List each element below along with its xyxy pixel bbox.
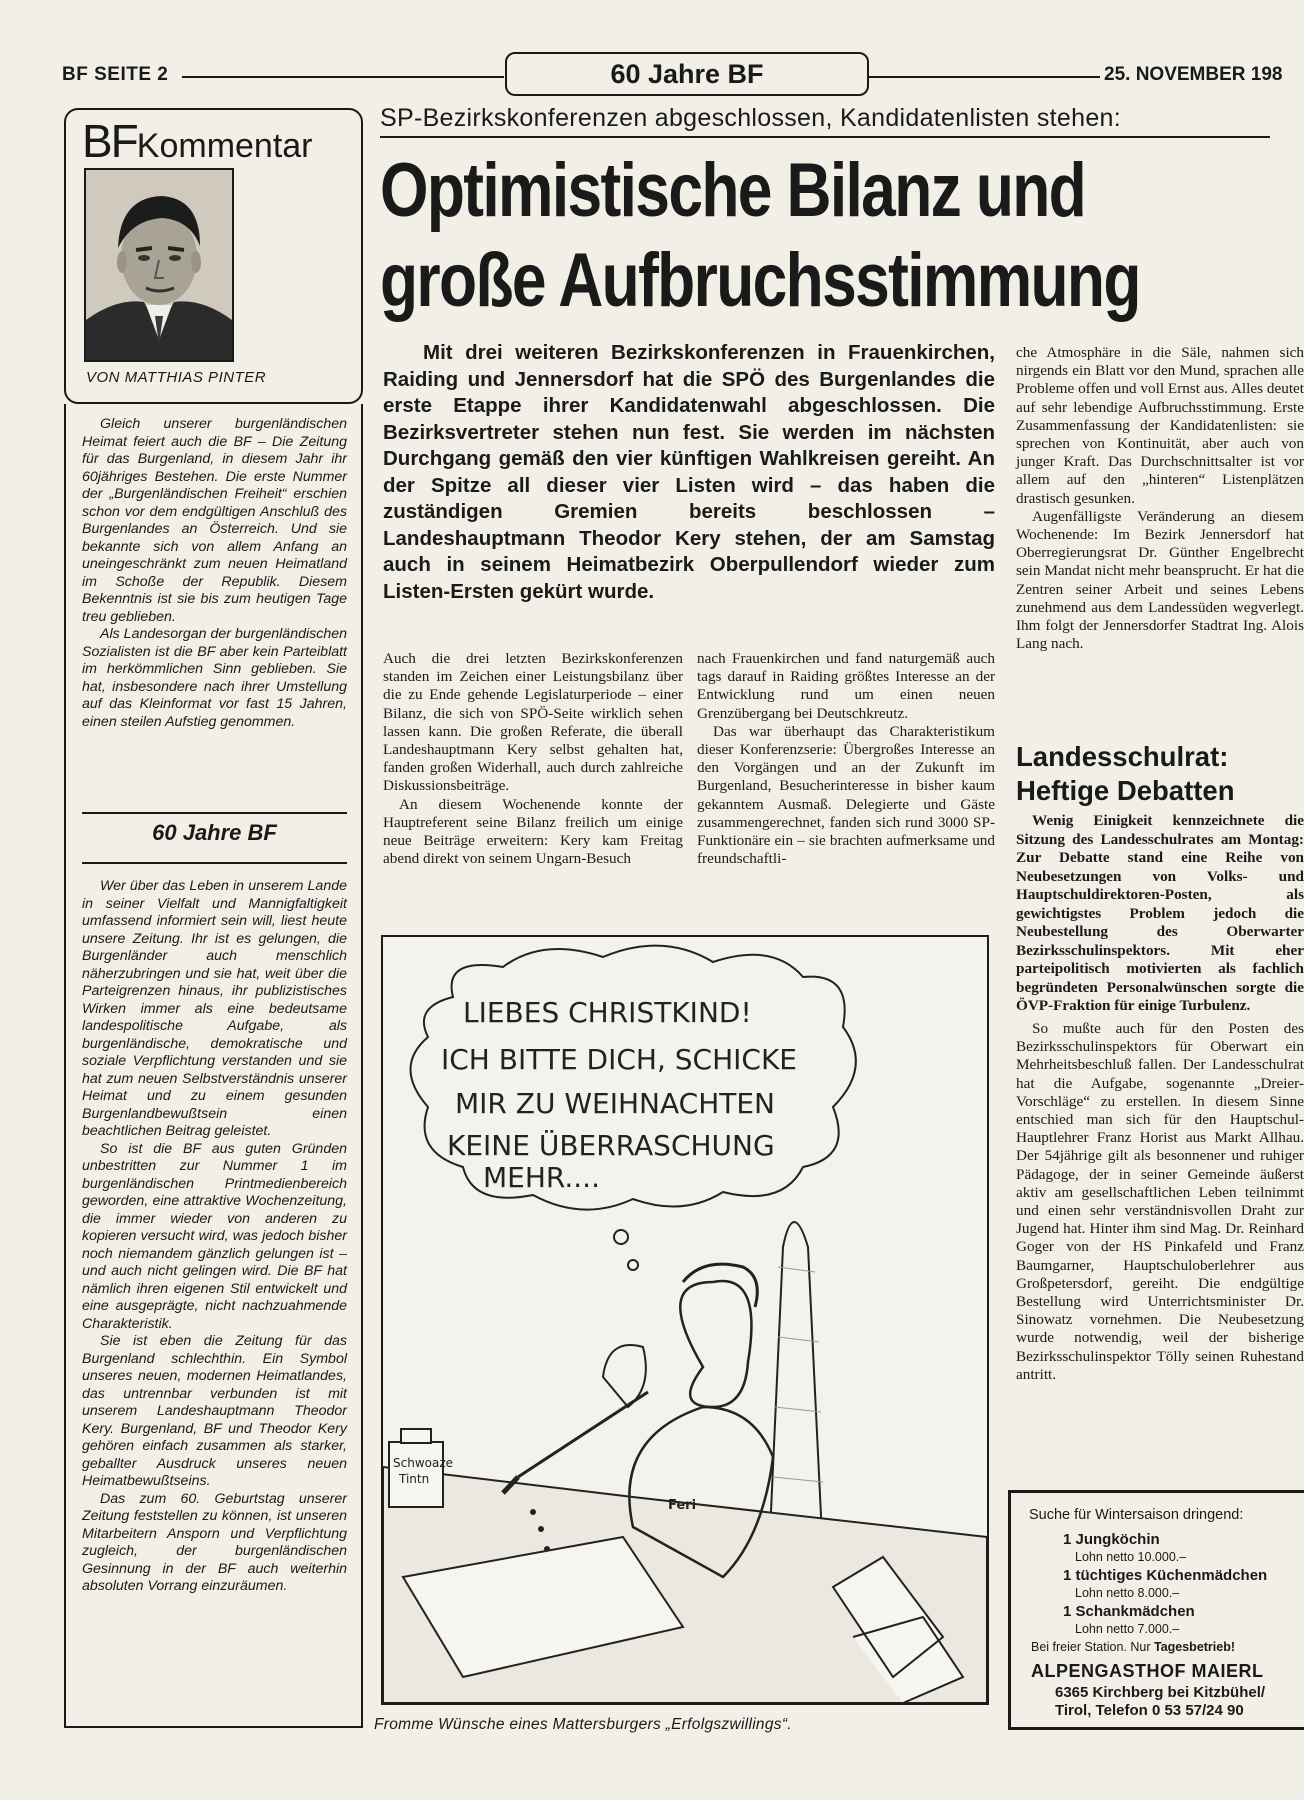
article-paragraph: che Atmosphäre in die Säle, nahmen sich nirgends ein Blatt vor den Mund, sprachen alle Probleme offen und voll Ernst aus. Alles deutet auf sehr lebendige Aufbruchsstimmung. Erste Zusammenfassung der Kandidatenlisten: sie sprechen von Kontinuität, aber auch von junger Kraft. Das Durchschnittsalter ist vor allem auf den „hinteren“ Listenplätzen drastisch gesunken. — [1016, 344, 1304, 507]
cartoon — [381, 935, 989, 1705]
section-title-60-jahre: 60 Jahre BF — [152, 820, 277, 845]
sixty-years-paragraph: Wer über das Leben in unserem Lande in seiner Vielfalt und Mannigfaltigkeit umfassend informiert sein will, liest heute unsere Zeitung. Ihr ist es gelungen, die Burgenländer auch menschlich näherzubringen und sie hat, weit über die Parteigrenzen hinaus, ihr publizistisches Wirken immer als eine bedeutsame landespolitische Aufgabe, als burgenländische, demokratische und soziale Verpflichtung verstanden und sie hat zum neuen Selbstverständnis unserer Heimat und zu einem gesunden Burgenlandbewußtsein einen beachtlichen Beitrag geleistet. — [82, 878, 347, 1139]
ad-note — [1031, 1640, 1235, 1654]
issue-date: 25. NOVEMBER 198 — [1104, 64, 1283, 85]
ad-intro: Suche für Wintersaison dringend: — [1029, 1507, 1244, 1523]
lead-paragraph: Mit drei weiteren Bezirkskonferenzen in Frauenkirchen, Raiding und Jennersdorf hat die SPÖ des Burgenlandes die erste Etappe ihrer Kandidatenwahl abgeschlossen. Die Bezirksvertreter stehen nun fest. Sie werden im nächsten Durchgang gemäß den vier künftigen Wahlkreisen gereiht. An der Spitze all dieser vier Listen wird – das haben die zuständigen Gremien bereits beschlossen – Landeshauptmann Theodor Kery stehen, der am Samstag auch in seinem Heimatbezirk Oberpullendorf wieder zum Listen-Ersten gekürt wurde. — [383, 341, 995, 603]
kommentar-text — [82, 416, 347, 731]
headline-line-1: Optimistische Bilanz und — [380, 148, 1086, 233]
banner-60-jahre: 60 Jahre BF — [505, 52, 869, 96]
schulrat-heading-1: Landesschulrat: — [1016, 741, 1229, 772]
article-kicker: SP-Bezirkskonferenzen abgeschlossen, Kandidatenlisten stehen: — [380, 104, 1121, 132]
ad-note-1: Bei freier Station. Nur — [1031, 1640, 1151, 1654]
article-paragraph: An diesem Wochenende konnte der Hauptreferent seine Bilanz freilich um einige neue Beiträge erweitern: Kery kam Freitag abend direkt von seinem Ungarn-Besuch — [383, 795, 683, 868]
speech-line: LIEBES CHRISTKIND! — [463, 996, 752, 1029]
schulrat-heading — [1016, 740, 1304, 808]
schulrat-paragraph: So mußte auch für den Posten des Bezirksschulinspektors für Oberwart ein Mehrheitsbeschluß fallen. Der Landesschulrat hat die Aufgabe, sogenannte „Dreier-Vorschläge“ zu erstellen. In diesem Sinne entschied man sich für den Hauptschul-Hauptlehrer Franz Horist aus Markt Allhau. Der 54jährige gilt als besonnener und ruhiger Pädagoge, der in seiner Gemeinde äußerst aktiv am gesellschaftlichen Leben teilnimmt und einen sehr verständnisvollen Draht zur Jugend hat. Hinter ihm sind Mag. Dr. Reinhard Goger von der HS Pinkafeld und Franz Baumgarner, Hauptschuloberlehrer aus Großpetersdorf, gereiht. Die endgültige Bestellung wird Unterrichtsminister Dr. Sinowatz vornehmen. Die Neubesetzung wurde notwendig, weil der bisherige Bezirksschulinspektor Tölly seinen Ruhestand antritt. — [1016, 1020, 1304, 1383]
ad-note-2: Tagesbetrieb! — [1153, 1640, 1236, 1654]
job-advertisement — [1008, 1490, 1304, 1730]
speech-line: MIR ZU WEIHNACHTEN — [455, 1087, 775, 1120]
article-column-1 — [383, 650, 683, 868]
ad-phone: Tirol, Telefon 0 53 57/24 90 — [1055, 1702, 1244, 1719]
headline-line-2: große Aufbruchsstimmung — [380, 238, 1140, 323]
ad-job-2-pay: Lohn netto 8.000.– — [1075, 1586, 1180, 1600]
kicker-rule — [380, 136, 1270, 138]
sixty-years-paragraph: Sie ist eben die Zeitung für das Burgenland schlechthin. Ein Symbol unseres neuen, modernen Heimatlandes, das untrennbar verbunden ist mit unserem Landeshauptmann Theodor Kery. Burgenland, BF und Theodor Kery gehören einfach zusammen als starker, geballter Ausdruck unseres neuen Heimatbewußtseins. — [82, 1333, 347, 1489]
cartoon-caption: Fromme Wünsche eines Mattersburgers „Erfolgszwillings“. — [374, 1716, 792, 1733]
ad-company: ALPENGASTHOF MAIERL — [1031, 1661, 1264, 1681]
schulrat-body — [1016, 1020, 1304, 1384]
sixty-years-paragraph: So ist die BF aus guten Gründen unbestritten zur Nummer 1 im burgenländischen Printmedienbereich geworden, eine attraktive Wochenzeitung, die immer wieder von anderen zu kopieren versucht wird, was jedoch bisher noch niemandem gänzlich gelungen ist – und auch nicht gelingen wird. Die BF hat nämlich ihren eigenen Stil entwickelt und eine ausgeprägte, nicht nachzuahmende Charakteristik. — [82, 1140, 347, 1332]
ad-job-3: 1 Schankmädchen — [1063, 1603, 1195, 1620]
kommentar-title-rest: Kommentar — [136, 127, 313, 165]
ad-job-1: 1 Jungköchin — [1063, 1531, 1160, 1548]
article-lead — [383, 340, 995, 605]
article-paragraph: Das war überhaupt das Charakteristikum dieser Konferenzserie: Übergroßes Interesse an den Vorgängen und an der Zukunft im Burgenland, Besucherinteresse in bisher kaum gekanntem Ausmaß. Delegierte und Gäste zusammengerechnet, fanden sich rund 3000 SP-Funktionäre ein – sie brachten aufmerksame und freundschaftli- — [697, 722, 995, 868]
schulrat-heading-2: Heftige Debatten — [1016, 775, 1235, 806]
article-column-3 — [1016, 344, 1304, 653]
author-portrait — [84, 168, 234, 362]
sixty-years-text — [82, 878, 347, 1596]
schulrat-lead-paragraph: Wenig Einigkeit kennzeichnete die Sitzung des Landesschulrates am Montag: Zur Debatte stand eine Reihe von Neubesetzungen von Volks- und Hauptschuldirektoren-Posten, als gewichtigstes Problem jedoch die Neubestellung des Oberwarter Bezirksschulinspektors. Mit eher parteipolitisch motivierten als fachlich begründeten Personalwünschen sorgte die ÖVP-Fraktion für einige Turbulenz. — [1016, 812, 1304, 1014]
header-rule-right — [866, 76, 1100, 78]
cartoon-drawing — [383, 937, 987, 1703]
speech-line: KEINE ÜBERRASCHUNG — [447, 1129, 775, 1162]
article-headline — [380, 146, 1140, 326]
kommentar-paragraph: Gleich unserer burgenländischen Heimat feiert auch die BF – Die Zeitung für das Burgenland, in diesem Jahr ihr 60jähriges Bestehen. Die erste Nummer der „Burgenländischen Freiheit“ erschien schon vor dem endgültigen Anschluß des Burgenlandes an Österreich. Und sie bekannte sich von allem Anfang an uneingeschränkt zum neuen Heimatland im Schoße der Republik. Diesem Bekenntnis ist sie bis zum heutigen Tage treu geblieben. — [82, 416, 347, 625]
sixty-years-paragraph: Das zum 60. Geburtstag unserer Zeitung feststellen zu können, ist unseren Mitarbeitern Ansporn und Verpflichtung zugleich, der burgenländischen Gesinnung in der BF auch weiterhin absoluten Vorrang einzuräumen. — [82, 1490, 347, 1594]
article-paragraph: Augenfälligste Veränderung an diesem Wochenende: Im Bezirk Jennersdorf hat Oberregierungsrat Dr. Günther Engelbrecht sein Mandat nicht mehr beansprucht. Er hat die Zentren seiner Arbeit und seines Lebens zunehmend aus dem Landessüden wegverlegt. Ihm folgt der Jennersdorfer Stadtrat Ing. Alois Lang nach. — [1016, 507, 1304, 653]
page-label: BF SEITE 2 — [62, 64, 169, 85]
speech-line: MEHR.... — [483, 1161, 600, 1194]
artist-signature: Feri — [668, 1498, 697, 1513]
speech-line: ICH BITTE DICH, SCHICKE — [441, 1043, 798, 1076]
article-column-2 — [697, 650, 995, 868]
section-rule-top — [82, 812, 347, 814]
ad-job-2: 1 tüchtiges Küchenmädchen — [1063, 1567, 1268, 1584]
kommentar-title-bf: BF — [82, 115, 137, 167]
ink-label-1: Schwoaze — [393, 1456, 454, 1470]
article-paragraph: nach Frauenkirchen und fand naturgemäß auch tags darauf in Raiding größtes Interesse an der Entwicklung rund um einen neuen Grenzübergang bei Deutschkreutz. — [697, 650, 995, 722]
portrait-drawing — [86, 170, 232, 360]
article-paragraph: Auch die drei letzten Bezirkskonferenzen standen im Zeichen einer Leistungsbilanz über die zu Ende gehende Legislaturperiode – einer Bilanz, die sich von SPÖ-Seite wirklich sehen lassen kann. Die großen Referate, die überall Landeshauptmann Kery selbst gehalten hat, fanden großen Widerhall, auch durch zahlreiche Diskussionsbeiträge. — [383, 650, 683, 795]
ad-job-3-pay: Lohn netto 7.000.– — [1075, 1622, 1180, 1636]
kommentar-paragraph: Als Landesorgan der burgenländischen Sozialisten ist die BF aber kein Parteiblatt im herkömmlichen Sinn geblieben. Sie hat, insbesondere nach ihrer Umstellung auf das Kleinformat vor fast 15 Jahren, einen steilen Aufstieg genommen. — [82, 626, 347, 730]
ad-address: 6365 Kirchberg bei Kitzbühel/ — [1055, 1684, 1266, 1701]
kommentar-title — [82, 114, 313, 168]
header-rule-left — [182, 76, 504, 78]
speech-text — [441, 996, 797, 1194]
schulrat-lead — [1016, 812, 1304, 1016]
kommentar-byline: VON MATTHIAS PINTER — [86, 369, 267, 386]
section-rule-bottom — [82, 862, 347, 864]
ad-job-1-pay: Lohn netto 10.000.– — [1075, 1550, 1187, 1564]
ink-label-2: Tintn — [399, 1472, 430, 1486]
